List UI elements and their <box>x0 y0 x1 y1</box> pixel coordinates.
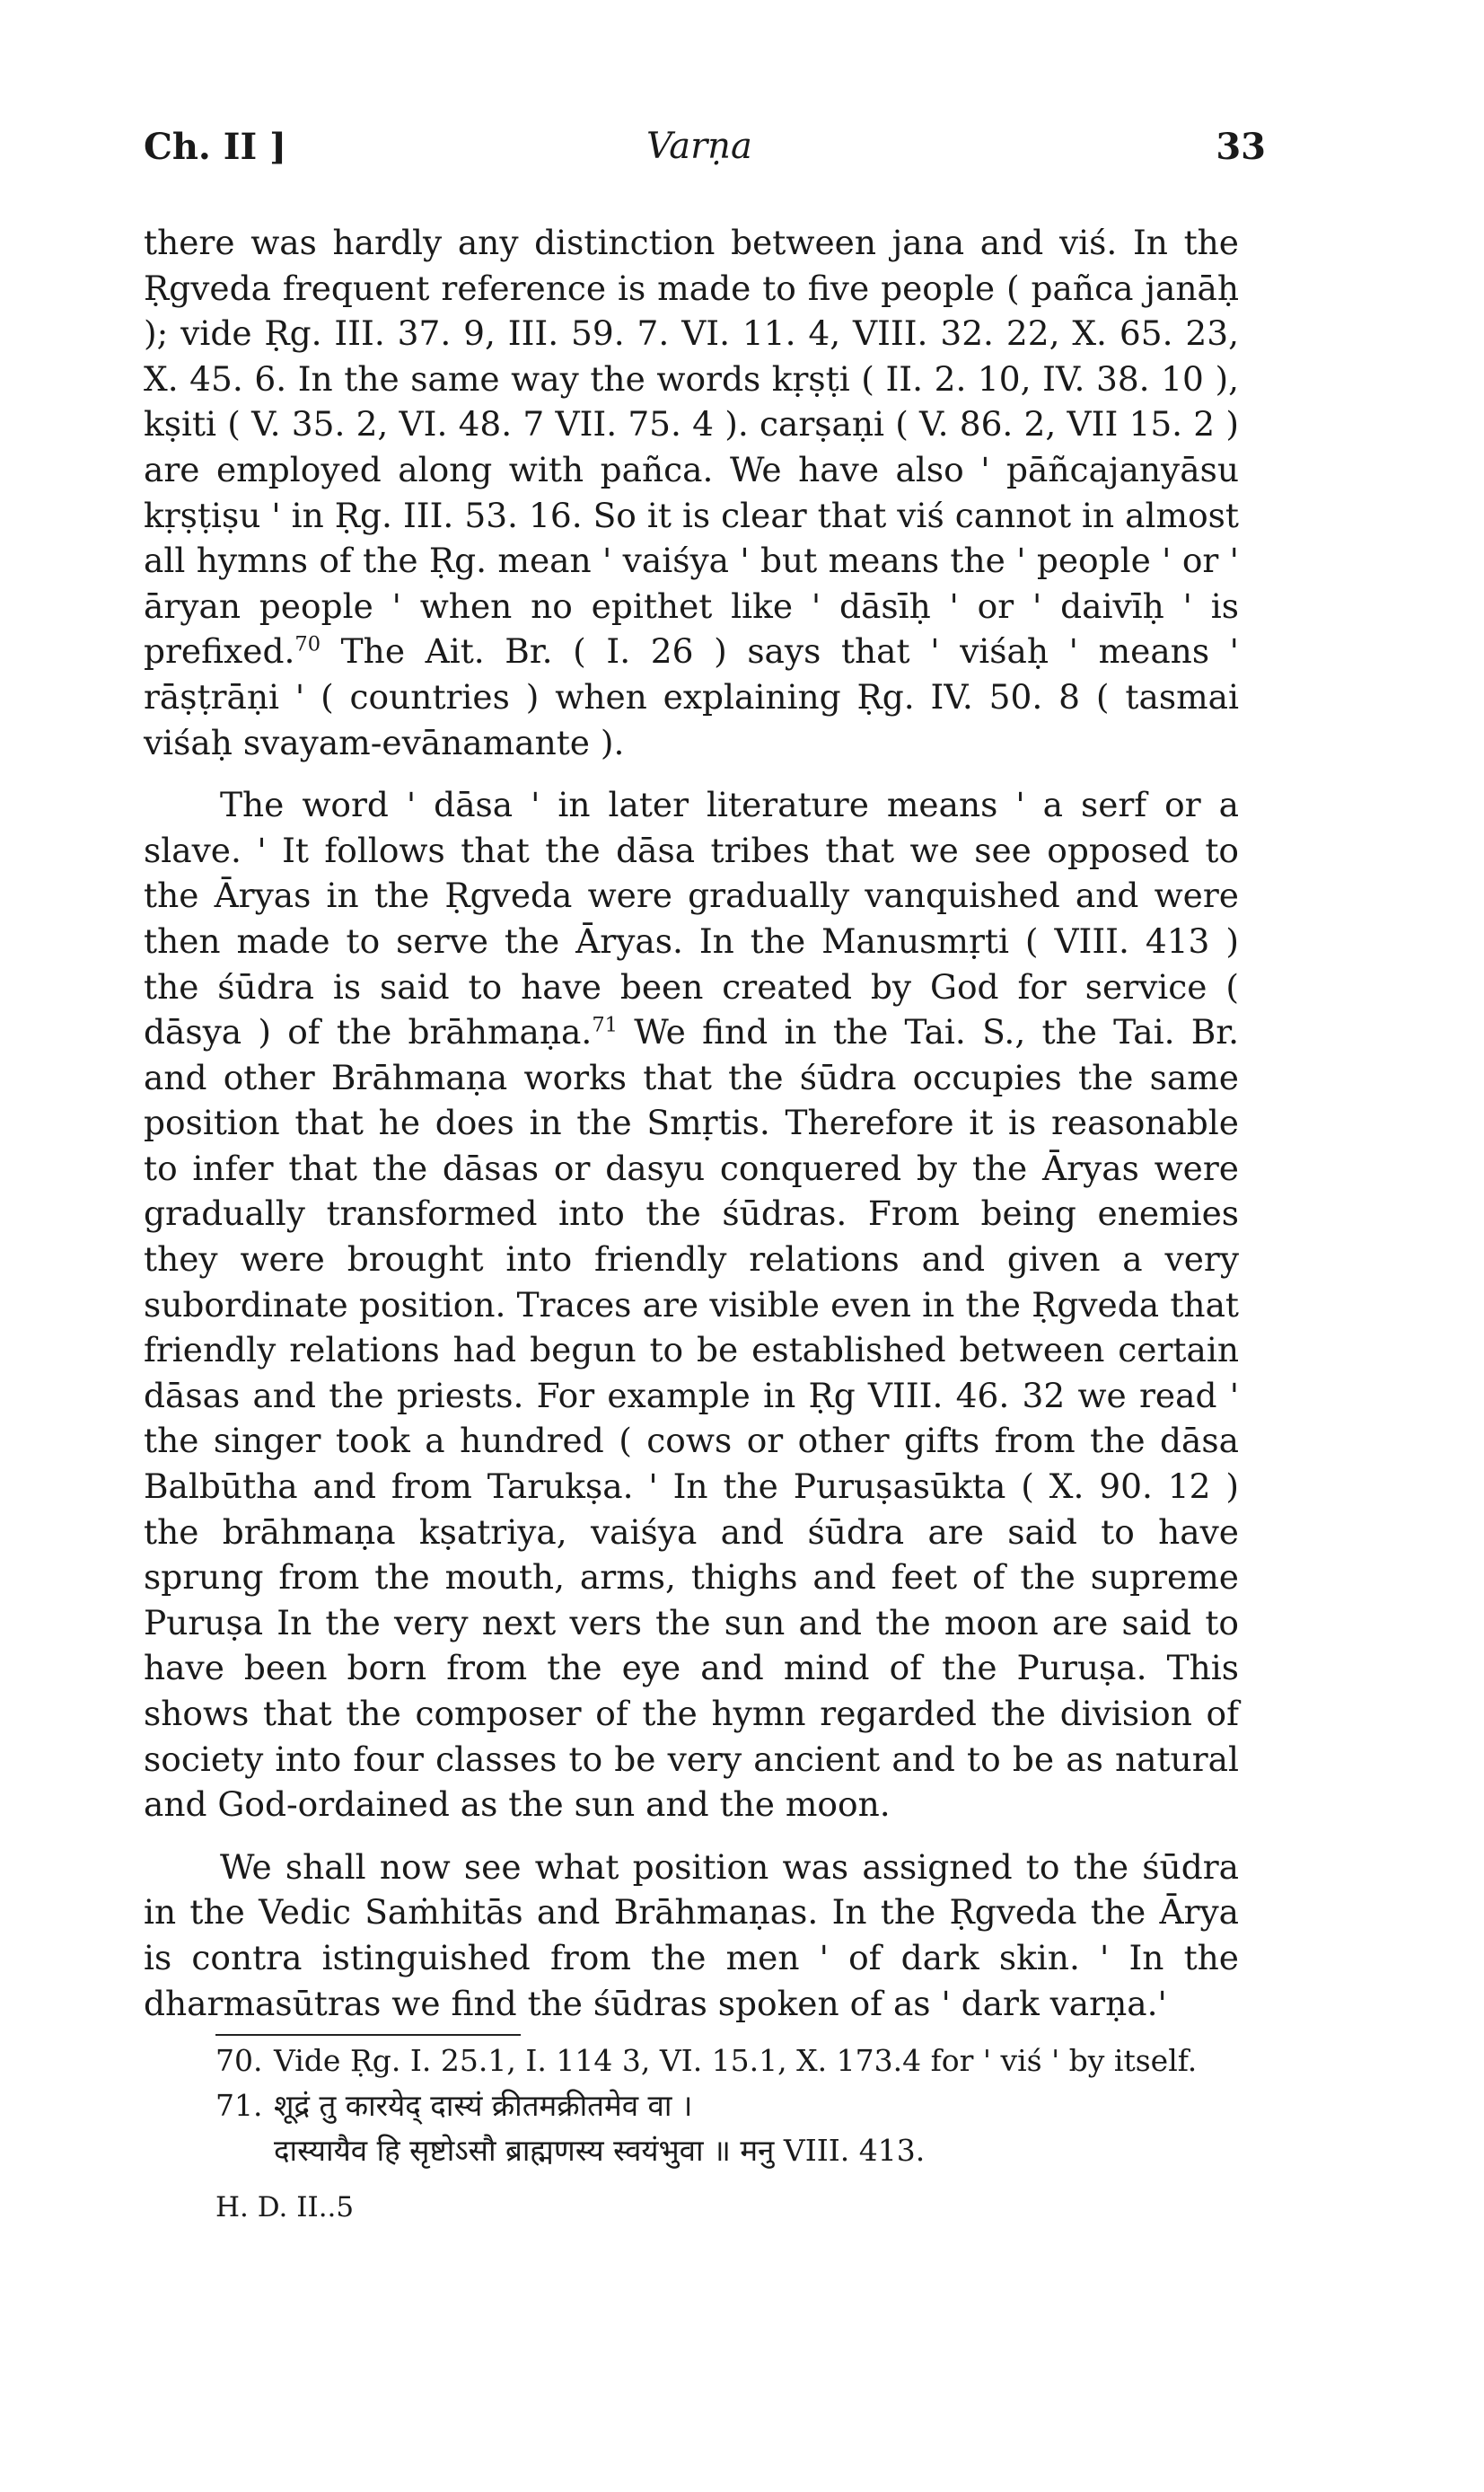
footnote-number: 71. <box>215 2088 263 2123</box>
footnote-number: 70. <box>215 2043 263 2078</box>
paragraph: We shall now see what position was assigned to the śūdra in the Vedic Saṁhitās and Brāhmaṇas. In the Ṛgveda the Ārya is contra istinguished from the men ' of dark skin. ' In the dharmasūtras we find the śūdras spoken of as ' dark varṇa.' <box>144 1846 1239 2023</box>
footnote-text: Vide Ṛg. I. 25.1, I. 114 3, VI. 15.1, X. 173.4 for ' viś ' by itself. <box>274 2043 1198 2078</box>
footnotes <box>144 2039 1239 2173</box>
running-head <box>144 126 1266 180</box>
footnote-divider <box>215 2034 521 2036</box>
footnote <box>144 2083 1239 2128</box>
page-number: 33 <box>1216 126 1266 168</box>
page-title: Varṇa <box>646 126 752 167</box>
footnote-text: शूद्रं तु कारयेद् दास्यं क्रीतमक्रीतमेव वा । <box>274 2088 693 2123</box>
chapter-label: Ch. II ] <box>144 126 287 168</box>
footnote-text: दास्यायैव हि सृष्टोऽसौ ब्राह्मणस्य स्वयंभुवा ॥ मनु VIII. 413. <box>274 2133 926 2168</box>
footnote <box>144 2039 1239 2083</box>
footnote-ref: 71 <box>592 1013 618 1037</box>
paragraph: The word ' dāsa ' in later literature means ' a serf or a slave. ' It follows that the dāsa tribes that we see opposed to the Āryas in the Ṛgveda were gradually vanquished and were then made to serve the Āryas. In the Manusmṛti ( VIII. 413 ) the śūdra is said to have been created by God for service ( dāsya ) of the brāhmaṇa.$^{71}$ We find in the Tai. S., the Tai. Br. and other Brāhmaṇa works that the śūdra occupies the same position that he does in the Smṛtis. Therefore it is reasonable to infer that the dāsas or dasyu conquered by the Āryas were gradually transformed into the śūdras. From being enemies they were brought into friendly relations and given a very subordinate position. Traces are visible even in the Ṛgveda that friendly relations had begun to be established between certain dāsas and the priests. For example in Ṛg VIII. 46. 32 we read ' the singer took a hundred ( cows or other gifts from the dāsa Balbūtha and from Tarukṣa. ' In the Puruṣasūkta ( X. 90. 12 ) the brāhmaṇa kṣatriya, vaiśya and śūdra are said to have sprung from the mouth, arms, thighs and feet of the supreme Puruṣa In the very next vers the sun and the moon are said to have been born from the eye and mind of the Puruṣa. This shows that the composer of the hymn regarded the division of society into four classes to be very ancient and to be as natural and God-ordained as the sun and the moon. <box>144 785 1239 1825</box>
signature-mark: H. D. II..5 <box>215 2191 355 2223</box>
footnote-ref: 70 <box>294 632 321 656</box>
paragraph: there was hardly any distinction between jana and viś. In the Ṛgveda frequent reference is made to five people ( pañca janāḥ ); vide Ṛg. III. 37. 9, III. 59. 7. VI. 11. 4, VIII. 32. 22, X. 65. 23, X. 45. 6. In the same way the words kṛṣṭi ( II. 2. 10, IV. 38. 10 ), kṣiti ( V. 35. 2, VI. 48. 7 VII. 75. 4 ). carṣaṇi ( V. 86. 2, VII 15. 2 ) are employed along with pañca. We have also ' pāñcajanyāsu kṛṣṭiṣu ' in Ṛg. III. 53. 16. So it is clear that viś cannot in almost all hymns of the Ṛg. mean ' vaiśya ' but means the ' people ' or ' āryan people ' when no epithet like ' dāsīḥ ' or ' daivīḥ ' is prefixed.$^{70}$ The Ait. Br. ( I. 26 ) says that ' viśaḥ ' means ' rāṣṭrāṇi ' ( countries ) when explaining Ṛg. IV. 50. 8 ( tasmai viśaḥ svayam-evānamante ). <box>144 223 1239 762</box>
body-text <box>144 220 1239 2026</box>
